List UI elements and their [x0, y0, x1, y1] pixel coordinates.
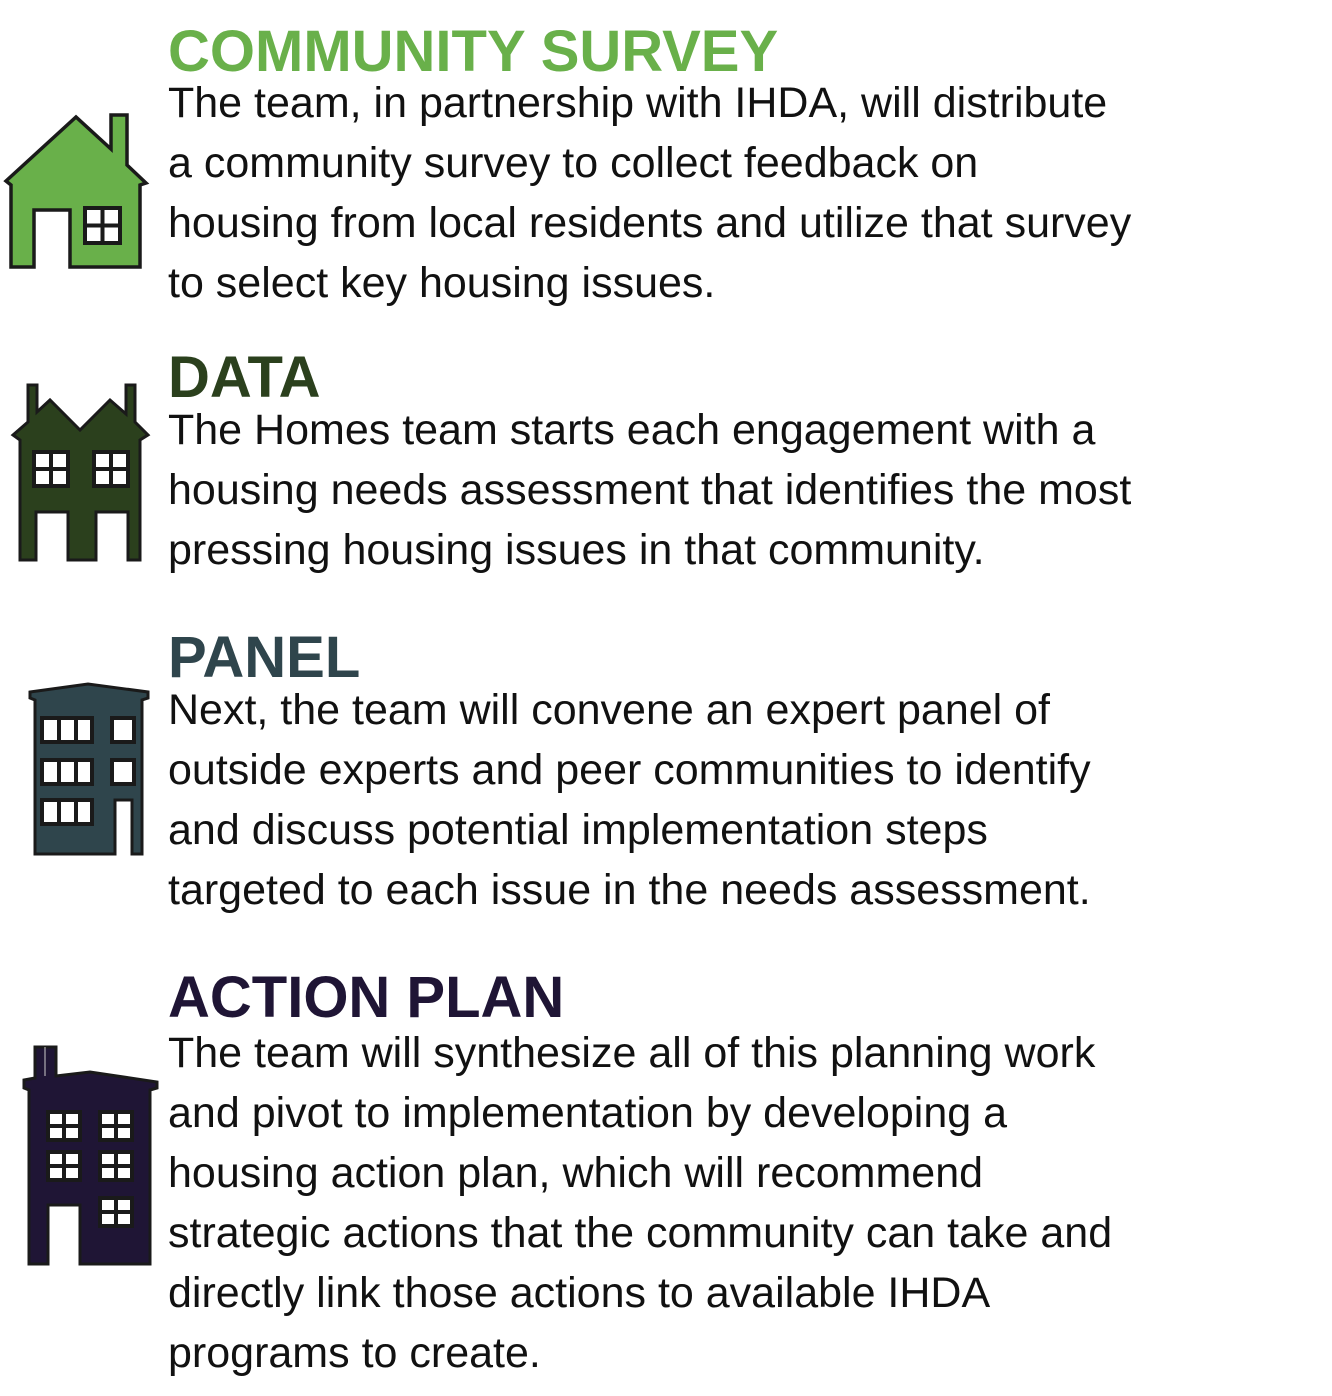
section-body-action-plan	[168, 1023, 1112, 1383]
section-title-data: DATA	[168, 345, 321, 410]
section-body-community-survey	[168, 73, 1131, 313]
section-body-data	[168, 400, 1131, 580]
body-line: housing needs assessment that identifies the most	[168, 466, 1132, 514]
section-title-community-survey: COMMUNITY SURVEY	[168, 19, 779, 84]
house-icon	[0, 105, 160, 275]
body-line: outside experts and peer communities to identify	[168, 746, 1091, 794]
body-line: and discuss potential implementation steps	[168, 806, 988, 854]
body-line: and pivot to implementation by developing a	[168, 1089, 1008, 1137]
body-line: targeted to each issue in the needs assessment.	[168, 866, 1091, 914]
body-line: Next, the team will convene an expert panel of	[168, 686, 1051, 734]
body-line: The team, in partnership with IHDA, will distribute	[168, 79, 1108, 127]
body-line: housing from local residents and utilize that survey	[168, 199, 1132, 247]
section-title-action-plan: ACTION PLAN	[168, 965, 565, 1030]
section-body-panel	[168, 680, 1091, 920]
tall-building-icon	[0, 1040, 165, 1270]
body-line: to select key housing issues.	[168, 259, 716, 307]
apartment-building-icon	[0, 680, 160, 860]
body-line: strategic actions that the community can take and	[168, 1209, 1113, 1257]
body-line: pressing housing issues in that community.	[168, 526, 985, 574]
body-line: The team will synthesize all of this planning work	[168, 1029, 1096, 1077]
duplex-icon	[0, 380, 160, 565]
body-line: a community survey to collect feedback on	[168, 139, 979, 187]
body-line: programs to create.	[168, 1329, 541, 1377]
body-line: housing action plan, which will recommend	[168, 1149, 984, 1197]
body-line: directly link those actions to available IHDA	[168, 1269, 991, 1317]
body-line: The Homes team starts each engagement with a	[168, 406, 1096, 454]
section-title-panel: PANEL	[168, 625, 361, 690]
